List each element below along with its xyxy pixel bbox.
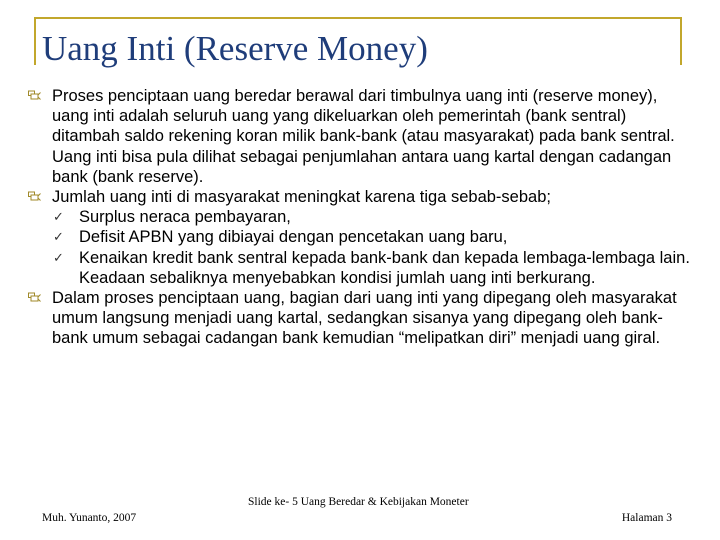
slide-title: Uang Inti (Reserve Money) xyxy=(42,29,428,68)
bullet-item xyxy=(28,86,694,187)
bullet-item xyxy=(28,187,694,207)
sub-item-text: Surplus neraca pembayaran, xyxy=(79,208,291,227)
bullet-text: Proses penciptaan uang beredar berawal dari timbulnya uang inti (reserve money), uang inti adalah seluruh uang yang dikeluarkan oleh pemerintah (bank sentral) ditambah saldo rekening koran milik bank-bank (atau masyarakat) pada bank sentral. Uang inti bisa pula dilihat sebagai penjumlahan antara uang kartal dengan cadangan bank (bank reserve). xyxy=(52,87,675,186)
title-frame-right-line xyxy=(680,17,682,65)
bullet-text: Jumlah uang inti di masyarakat meningkat karena tiga sebab-sebab; xyxy=(52,188,551,207)
sub-item xyxy=(28,227,694,247)
sub-item-text: Kenaikan kredit bank sentral kepada bank-bank dan kepada lembaga-lembaga lain. Keadaan sebaliknya menyebabkan kondisi jumlah uang inti berkurang. xyxy=(79,248,690,287)
sub-item-text: Defisit APBN yang dibiayai dengan pencetakan uang baru, xyxy=(79,228,508,247)
checkmark-icon: ✓ xyxy=(53,249,64,265)
bullet-item xyxy=(28,288,694,349)
ampersand-bullet-icon xyxy=(28,191,41,202)
sub-item xyxy=(28,248,694,288)
checkmark-icon: ✓ xyxy=(53,209,64,225)
sub-item xyxy=(28,207,694,227)
ampersand-bullet-icon xyxy=(28,292,41,303)
title-frame-left-line xyxy=(34,17,36,65)
footer-author: Muh. Yunanto, 2007 xyxy=(42,512,137,524)
slide-content xyxy=(28,86,694,349)
footer-page-number: Halaman 3 xyxy=(621,512,672,524)
ampersand-bullet-icon xyxy=(28,90,41,101)
title-frame-top-line xyxy=(34,17,682,19)
checkmark-icon: ✓ xyxy=(53,229,64,245)
footer-slide-caption: Slide ke- 5 Uang Beredar & Kebijakan Moneter xyxy=(248,496,469,508)
bullet-text: Dalam proses penciptaan uang, bagian dari uang inti yang dipegang oleh masyarakat umum langsung menjadi uang kartal, sedangkan sisanya yang dipegang oleh bank-bank umum sebagai cadangan bank kemudian “melipatkan diri” menjadi uang giral. xyxy=(52,289,677,348)
